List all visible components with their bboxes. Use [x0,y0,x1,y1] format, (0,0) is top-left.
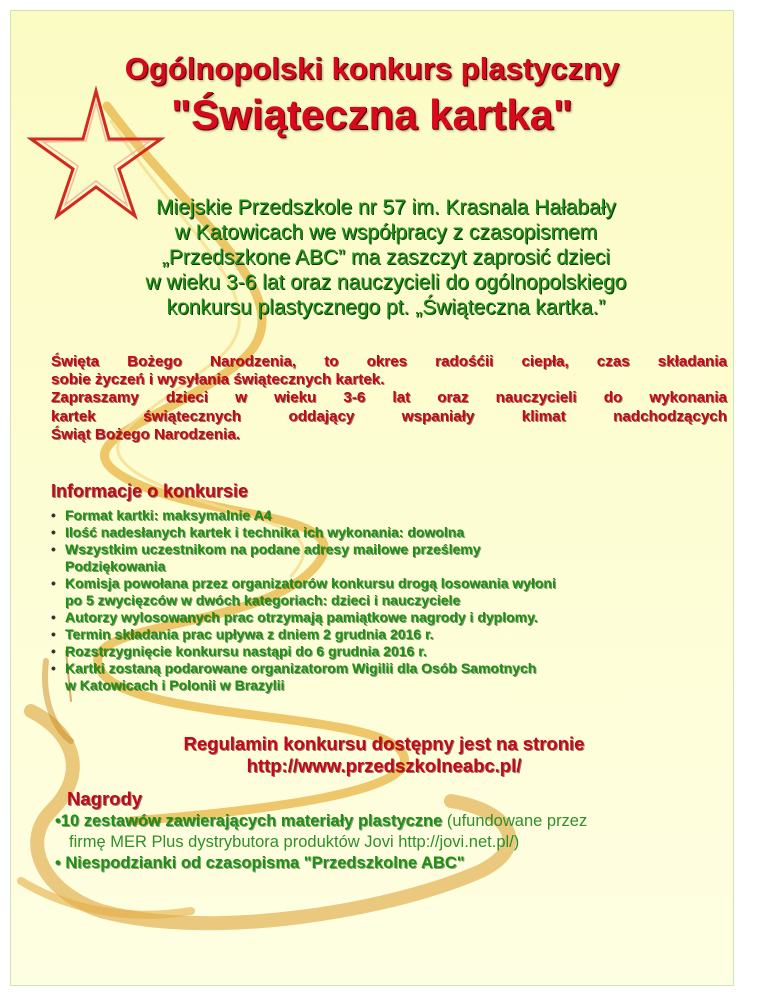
bullet-icon: • [51,524,56,540]
intro-paragraph [71,195,701,320]
regulations-link[interactable]: http://www.przedszkolneabc.pl/ [246,755,522,776]
prizes-list [55,811,734,874]
title-line-2: "Świąteczna kartka" [171,91,573,138]
list-item: • Komisja powołana przez organizatorów konkursu drogą losowania wyłoni [51,575,556,591]
title-line-1: Ogólnopolski konkurs plastyczny [124,51,620,86]
bullet-icon: • [51,507,56,523]
poster [10,10,734,986]
info-heading: Informacje o konkursie [51,481,249,501]
list-item-continuation: w Katowicach i Polonii w Brazylii [65,677,285,693]
list-item: • Autorzy wylosowanych prac otrzymają pamiątkowe nagrody i dyplomy. [51,609,538,625]
invitation-line: Świąt Bożego Narodzenia. [51,425,241,443]
bullet-icon: • [51,643,56,659]
info-list [51,507,731,694]
intro-line: w Katowicach we współpracy z czasopismem [174,221,598,244]
invitation-line: kartek świątecznych oddający wspaniały klimat nadchodzących [51,407,727,425]
bullet-icon: • [51,575,56,591]
list-item: • Ilość nadesłanych kartek i technika ich wykonania: dowolna [51,524,465,540]
bullet-icon: • [51,609,56,625]
bullet-icon: • [51,660,56,676]
bullet-icon: • [51,626,56,642]
regulations-notice [0,733,768,777]
prize-item: • Niespodzianki od czasopisma "Przedszkolne ABC" [55,854,465,872]
list-item-continuation: po 5 zwycięzców w dwóch kategoriach: dzieci i nauczyciele [65,592,461,608]
intro-line: Miejskie Przedszkole nr 57 im. Krasnala Hałabały [156,196,616,219]
list-item: • Rozstrzygnięcie konkursu nastąpi do 6 grudnia 2016 r. [51,643,427,659]
list-item: • Kartki zostaną podarowane organizatorom Wigilii dla Osób Samotnych [51,660,537,676]
invitation-line: Zapraszamy dzieci w wieku 3-6 lat oraz nauczycieli do wykonania [51,389,727,407]
regulations-text: Regulamin konkursu dostępny jest na stronie [183,733,585,754]
intro-line: konkursu plastycznego pt. „Świąteczna kartka.” [166,296,606,319]
prize-item-continuation: firmę MER Plus dystrybutora produktów Jovi http://jovi.net.pl/) [69,833,520,851]
bullet-icon: • [51,541,56,557]
invitation-line: sobie życzeń i wysyłania świątecznych kartek. [51,371,385,389]
bullet-icon: • [55,812,61,830]
list-item: • Format kartki: maksymalnie A4 [51,507,272,523]
intro-line: „Przedszkone ABC” ma zaszczyt zaprosić dzieci [161,246,611,269]
prizes-heading: Nagrody [67,788,143,809]
invitation-paragraph [51,353,727,444]
intro-line: w wieku 3-6 lat oraz nauczycieli do ogólnopolskiego [145,271,627,294]
list-item: • Wszystkim uczestnikom na podane adresy mailowe prześlemy [51,541,481,557]
list-item: • Termin składania prac upływa z dniem 2 grudnia 2016 r. [51,626,434,642]
list-item-continuation: Podziękowania [65,558,166,574]
invitation-line: Święta Bożego Narodzenia, to okres radośćii ciepła, czas składania [51,353,727,370]
prize-item: •10 zestawów zawierających materiały plastyczne (ufundowane przez [55,812,588,830]
